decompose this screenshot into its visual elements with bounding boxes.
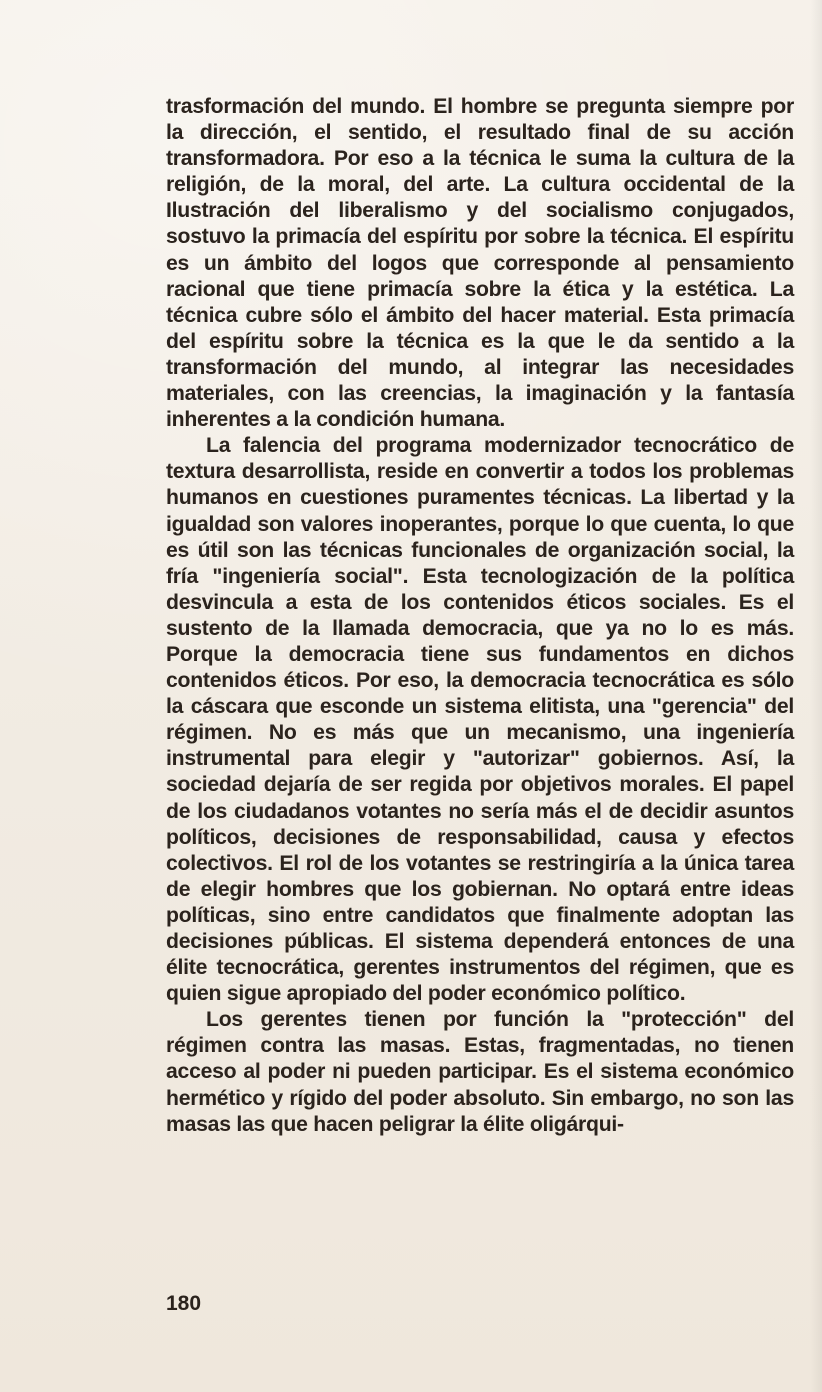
paragraph-2: La falencia del programa modernizador tecnocrático de textura desarrollista, reside en convertir a todos los problemas humanos en cuestiones puramentes técnicas. La libertad y la igualdad son valores inoperantes, porque lo que cuenta, lo que es útil son las técnicas funcionales de organización social, la fría "ingeniería social". Esta tecnologización de la política desvincula a esta de los contenidos éticos sociales. Es el sustento de la llamada democracia, que ya no lo es más. Porque la democracia tiene sus fundamentos en dichos contenidos éticos. Por eso, la democracia tecnocrática es sólo la cáscara que esconde un sistema elitista, una "gerencia" del régimen. No es más que un mecanismo, una ingeniería instrumental para elegir y "autorizar" gobiernos. Así, la sociedad dejaría de ser regida por objetivos morales. El papel de los ciudadanos votantes no sería más el de decidir asuntos políticos, decisiones de responsabilidad, causa y efectos colectivos. El rol de los votantes se restringiría a la única tarea de elegir hombres que los gobiernan. No optará entre ideas políticas, sino entre candidatos que finalmente adoptan las decisiones públicas. El sistema dependerá entonces de una élite tecnocrática, gerentes instrumentos del régimen, que es quien sigue apropiado del poder económico político.: [166, 434, 794, 1006]
page-edge-shadow: [810, 0, 822, 1392]
body-text: [166, 94, 794, 1138]
page-number: 180: [166, 1292, 202, 1315]
paragraph-3: Los gerentes tienen por función la "protección" del régimen contra las masas. Estas, fragmentadas, no tienen acceso al poder ni pueden participar. Es el sistema económico hermético y rígido del poder absoluto. Sin embargo, no son las masas las que hacen peligrar la élite oligárqui-: [166, 1008, 794, 1136]
paragraph-1: trasformación del mundo. El hombre se pregunta siempre por la dirección, el sentido, el resultado final de su acción transformadora. Por eso a la técnica le suma la cultura de la religión, de la moral, del arte. La cultura occidental de la Ilustración del liberalismo y del socialismo conjugados, sostuvo la primacía del espíritu por sobre la técnica. El espíritu es un ámbito del logos que corresponde al pensamiento racional que tiene primacía sobre la ética y la estética. La técnica cubre sólo el ámbito del hacer material. Esta primacía del espíritu sobre la técnica es la que le da sentido a la transformación del mundo, al integrar las necesidades materiales, con las creencias, la imaginación y la fantasía inherentes a la condición humana.: [166, 95, 794, 432]
